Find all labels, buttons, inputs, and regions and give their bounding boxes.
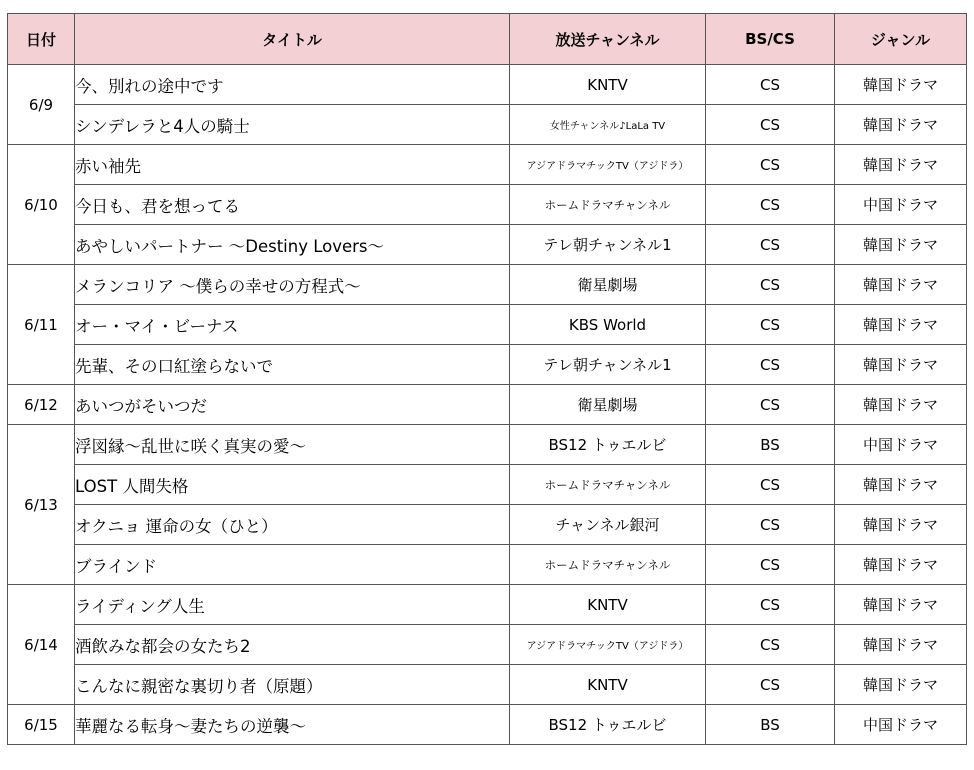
- header-row: [8, 14, 967, 65]
- table-row: [8, 585, 967, 625]
- genre-cell: 韓国ドラマ: [835, 505, 967, 545]
- title-cell: 今、別れの途中です: [75, 65, 510, 105]
- table-row: [8, 345, 967, 385]
- table-row: [8, 705, 967, 745]
- genre-cell: 韓国ドラマ: [835, 665, 967, 705]
- bscs-cell: CS: [706, 385, 835, 425]
- genre-cell: 韓国ドラマ: [835, 345, 967, 385]
- table-row: [8, 385, 967, 425]
- date-cell: 6/10: [8, 145, 75, 265]
- table-row: [8, 105, 967, 145]
- channel-cell: ホームドラマチャンネル: [510, 545, 706, 585]
- date-cell: 6/14: [8, 585, 75, 705]
- bscs-cell: CS: [706, 105, 835, 145]
- title-cell: オクニョ 運命の女（ひと）: [75, 505, 510, 545]
- channel-cell: ホームドラマチャンネル: [510, 185, 706, 225]
- bscs-cell: CS: [706, 145, 835, 185]
- genre-cell: 韓国ドラマ: [835, 305, 967, 345]
- channel-cell: 衛星劇場: [510, 385, 706, 425]
- channel-cell: BS12 トゥエルビ: [510, 425, 706, 465]
- channel-cell: アジアドラマチックTV（アジドラ）: [510, 625, 706, 665]
- title-cell: ブラインド: [75, 545, 510, 585]
- header-bscs: BS/CS: [706, 14, 835, 65]
- channel-cell: KNTV: [510, 585, 706, 625]
- bscs-cell: CS: [706, 225, 835, 265]
- date-cell: 6/9: [8, 65, 75, 145]
- title-cell: 浮図縁～乱世に咲く真実の愛～: [75, 425, 510, 465]
- genre-cell: 中国ドラマ: [835, 425, 967, 465]
- table-row: [8, 305, 967, 345]
- genre-cell: 韓国ドラマ: [835, 545, 967, 585]
- title-cell: あやしいパートナー ～Destiny Lovers～: [75, 225, 510, 265]
- header-title: タイトル: [75, 14, 510, 65]
- genre-cell: 韓国ドラマ: [835, 265, 967, 305]
- table-row: [8, 665, 967, 705]
- bscs-cell: BS: [706, 705, 835, 745]
- header-genre: ジャンル: [835, 14, 967, 65]
- table-row: [8, 505, 967, 545]
- table-row: [8, 145, 967, 185]
- table-row: [8, 425, 967, 465]
- genre-cell: 韓国ドラマ: [835, 385, 967, 425]
- bscs-cell: CS: [706, 665, 835, 705]
- title-cell: オー・マイ・ビーナス: [75, 305, 510, 345]
- title-cell: こんなに親密な裏切り者（原題）: [75, 665, 510, 705]
- genre-cell: 韓国ドラマ: [835, 65, 967, 105]
- table-row: [8, 225, 967, 265]
- table-row: [8, 185, 967, 225]
- bscs-cell: CS: [706, 185, 835, 225]
- genre-cell: 中国ドラマ: [835, 185, 967, 225]
- header-date: 日付: [8, 14, 75, 65]
- table-row: [8, 65, 967, 105]
- broadcast-schedule-table: [7, 13, 967, 745]
- date-cell: 6/12: [8, 385, 75, 425]
- bscs-cell: CS: [706, 465, 835, 505]
- title-cell: 今日も、君を想ってる: [75, 185, 510, 225]
- date-cell: 6/15: [8, 705, 75, 745]
- channel-cell: アジアドラマチックTV（アジドラ）: [510, 145, 706, 185]
- genre-cell: 韓国ドラマ: [835, 625, 967, 665]
- title-cell: シンデレラと4人の騎士: [75, 105, 510, 145]
- title-cell: 華麗なる転身～妻たちの逆襲～: [75, 705, 510, 745]
- bscs-cell: CS: [706, 65, 835, 105]
- header-channel: 放送チャンネル: [510, 14, 706, 65]
- genre-cell: 韓国ドラマ: [835, 465, 967, 505]
- schedule-body: [8, 65, 967, 745]
- bscs-cell: BS: [706, 425, 835, 465]
- channel-cell: ホームドラマチャンネル: [510, 465, 706, 505]
- title-cell: 酒飲みな都会の女たち2: [75, 625, 510, 665]
- channel-cell: BS12 トゥエルビ: [510, 705, 706, 745]
- table-row: [8, 625, 967, 665]
- channel-cell: KNTV: [510, 665, 706, 705]
- channel-cell: KNTV: [510, 65, 706, 105]
- genre-cell: 韓国ドラマ: [835, 585, 967, 625]
- title-cell: ライディング人生: [75, 585, 510, 625]
- title-cell: 赤い袖先: [75, 145, 510, 185]
- bscs-cell: CS: [706, 345, 835, 385]
- channel-cell: テレ朝チャンネル1: [510, 345, 706, 385]
- bscs-cell: CS: [706, 585, 835, 625]
- bscs-cell: CS: [706, 305, 835, 345]
- date-cell: 6/11: [8, 265, 75, 385]
- genre-cell: 中国ドラマ: [835, 705, 967, 745]
- bscs-cell: CS: [706, 625, 835, 665]
- table-row: [8, 545, 967, 585]
- title-cell: LOST 人間失格: [75, 465, 510, 505]
- channel-cell: 衛星劇場: [510, 265, 706, 305]
- bscs-cell: CS: [706, 545, 835, 585]
- title-cell: メランコリア ～僕らの幸せの方程式～: [75, 265, 510, 305]
- channel-cell: テレ朝チャンネル1: [510, 225, 706, 265]
- channel-cell: チャンネル銀河: [510, 505, 706, 545]
- bscs-cell: CS: [706, 505, 835, 545]
- table-row: [8, 465, 967, 505]
- channel-cell: KBS World: [510, 305, 706, 345]
- genre-cell: 韓国ドラマ: [835, 105, 967, 145]
- table-row: [8, 265, 967, 305]
- genre-cell: 韓国ドラマ: [835, 225, 967, 265]
- bscs-cell: CS: [706, 265, 835, 305]
- channel-cell: 女性チャンネル♪LaLa TV: [510, 105, 706, 145]
- title-cell: あいつがそいつだ: [75, 385, 510, 425]
- genre-cell: 韓国ドラマ: [835, 145, 967, 185]
- title-cell: 先輩、その口紅塗らないで: [75, 345, 510, 385]
- date-cell: 6/13: [8, 425, 75, 585]
